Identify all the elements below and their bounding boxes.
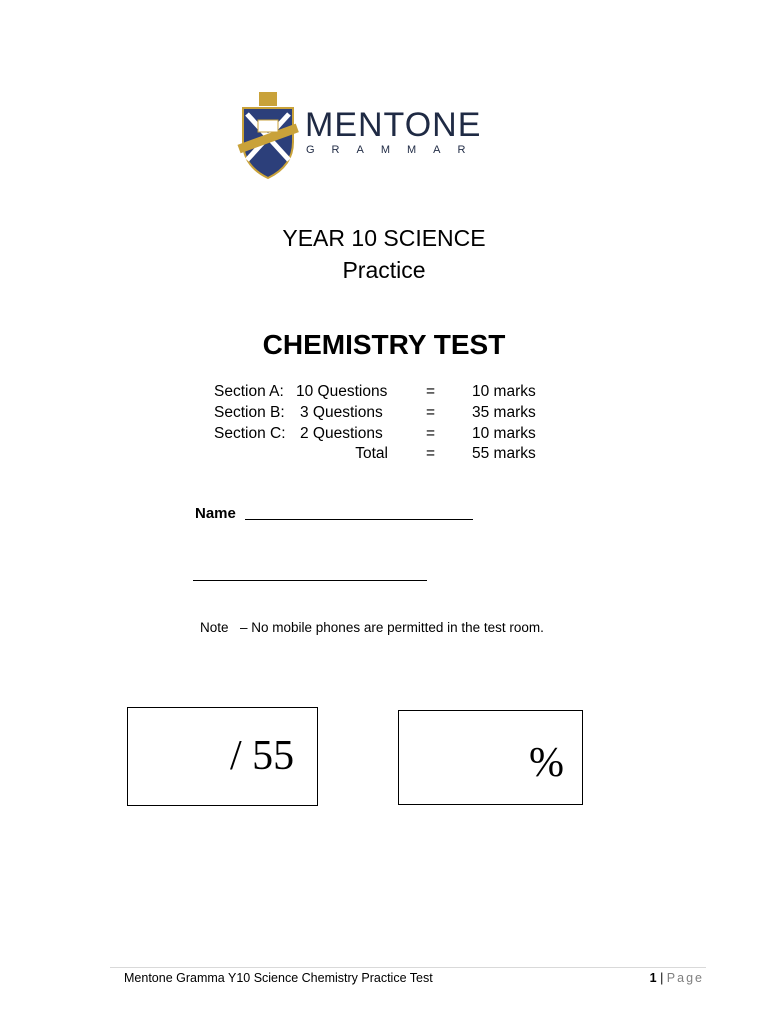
section-label: Section B: (214, 404, 285, 421)
crest-crown (259, 92, 277, 106)
section-equals: = (426, 383, 436, 400)
section-label: Section A: (214, 383, 284, 400)
section-equals: = (426, 425, 436, 442)
score-out-of: / 55 (230, 733, 295, 779)
note-label: Note (200, 620, 229, 635)
test-title: CHEMISTRY TEST (262, 329, 506, 360)
section-marks: 10 marks (472, 383, 536, 400)
note (200, 619, 544, 637)
total-label: Total (355, 445, 388, 462)
percent-sign: % (529, 740, 564, 786)
section-label: Section C: (214, 425, 286, 442)
footer-divider (110, 967, 706, 968)
practice-subtitle: Practice (342, 257, 426, 283)
name-label: Name (195, 505, 236, 522)
score-box[interactable] (127, 707, 318, 806)
logo-name: MENTONE (305, 106, 482, 144)
section-marks: 35 marks (472, 404, 536, 421)
section-questions: 3 Questions (300, 404, 383, 421)
section-questions: 10 Questions (296, 383, 388, 400)
section-row-c (0, 424, 768, 444)
school-crest-logo (237, 90, 299, 180)
crest-book (258, 120, 278, 132)
total-row (0, 444, 768, 464)
logo-subname: GRAMMAR (306, 144, 483, 156)
percent-box[interactable] (398, 710, 583, 805)
total-equals: = (426, 445, 436, 462)
note-text: – No mobile phones are permitted in the test room. (240, 620, 544, 635)
footer-page-number: 1 (649, 971, 657, 985)
section-equals: = (426, 404, 436, 421)
section-row-a (0, 382, 768, 402)
footer-page (600, 969, 704, 987)
second-input-line[interactable] (193, 580, 427, 581)
section-questions: 2 Questions (300, 425, 383, 442)
footer-page-word: Page (666, 971, 704, 985)
section-row-b (0, 403, 768, 423)
total-marks: 55 marks (472, 445, 536, 462)
footer-title: Mentone Gramma Y10 Science Chemistry Practice Test (124, 971, 433, 985)
section-marks: 10 marks (472, 425, 536, 442)
name-input-line[interactable] (245, 519, 473, 520)
footer-separator: | (656, 971, 667, 985)
year-title: YEAR 10 SCIENCE (282, 225, 486, 251)
